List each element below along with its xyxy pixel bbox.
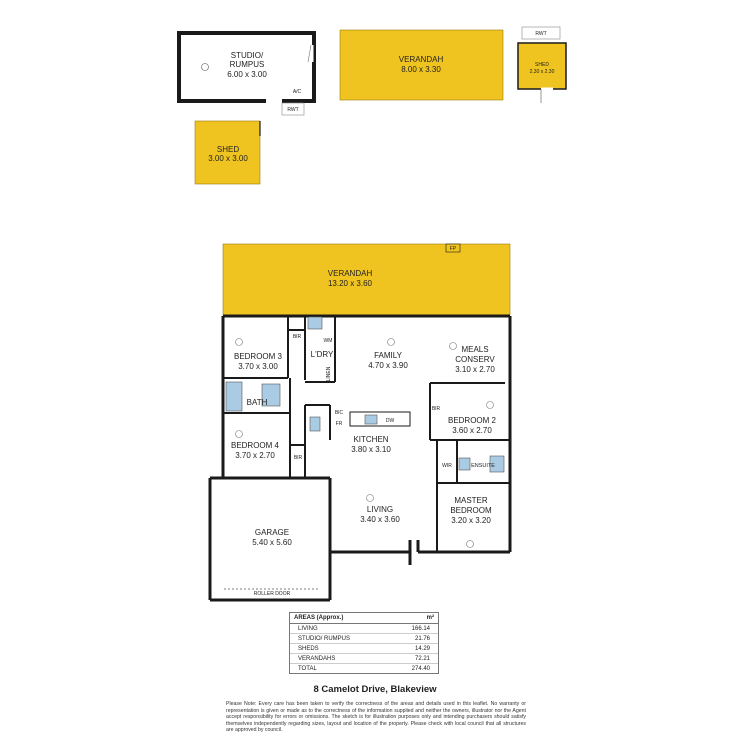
verandah-main: [223, 244, 510, 315]
fp-label: FP: [449, 246, 457, 252]
fan-icon: [236, 339, 243, 346]
verandah-main-dims: 13.20 x 3.60: [327, 279, 373, 288]
linen-label: LINEN: [326, 366, 332, 382]
wm-label: WM: [323, 338, 333, 344]
bath-label: BATH: [246, 398, 268, 407]
bic-label: BIC: [334, 410, 344, 416]
living-label: LIVING: [366, 505, 394, 514]
master-label: MASTER: [454, 496, 488, 505]
laundry-tub-icon: [308, 317, 322, 329]
areas-row: [290, 654, 438, 664]
areas-row-value: 72.21: [414, 655, 430, 662]
ensuite-toilet-icon: [459, 458, 470, 470]
areas-row-value: 166.14: [411, 625, 430, 632]
areas-row-label: VERANDAHS: [298, 655, 336, 662]
wir-label: WIR: [442, 463, 452, 469]
shed-dims: 3.00 x 3.00: [208, 154, 248, 163]
areas-table: [289, 612, 439, 674]
areas-title: AREAS (Approx.): [294, 615, 344, 621]
fan-icon: [467, 541, 474, 548]
areas-row-value: 21.76: [414, 635, 430, 642]
family-label: FAMILY: [374, 351, 402, 360]
disclaimer-text: Please Note: Every care has been taken to verify the correctness of the areas and details used in this leaflet. No warranty or representation is given or made as to the correctness of the information supplied and neither the owners, illustrator nor the Agent accept responsibility for errors or omissions. The sketch is for illustration purposes only and intending purchasers should satisfy themselves independently regarding sizes, layout and location of the property. Please check with local council that all structures are approved by council.: [226, 701, 526, 734]
rwt-label: RWT: [287, 107, 299, 113]
garage-dims: 5.40 x 5.60: [252, 538, 292, 547]
shed-small-label: SHED: [535, 62, 549, 68]
dw-label: DW: [385, 418, 395, 424]
shed-label: SHED: [216, 145, 240, 154]
areas-row-label: LIVING: [298, 625, 318, 632]
rwt-small-label: RWT: [535, 31, 547, 37]
studio-dims: 6.00 x 3.00: [227, 70, 267, 79]
bedroom3-label: BEDROOM 3: [233, 352, 283, 361]
bedroom2-label: BEDROOM 2: [447, 416, 497, 425]
toilet-icon: [310, 417, 320, 431]
areas-header: [290, 613, 438, 624]
verandah-main-label: VERANDAH: [327, 269, 373, 278]
studio-label: STUDIO/: [230, 51, 264, 60]
areas-row: [290, 664, 438, 673]
areas-rows: [290, 624, 438, 673]
master-label-2: BEDROOM: [450, 506, 492, 515]
bedroom4-dims: 3.70 x 2.70: [235, 451, 275, 460]
verandah-top-label: VERANDAH: [398, 55, 444, 64]
laundry-label: L'DRY: [310, 350, 334, 359]
property-address: 8 Camelot Drive, Blakeview: [313, 684, 437, 695]
bedroom2-dims: 3.60 x 2.70: [452, 426, 492, 435]
kitchen-label: KITCHEN: [353, 435, 389, 444]
sink-icon: [365, 415, 377, 424]
bedroom4-label: BEDROOM 4: [230, 441, 280, 450]
ac-label: A/C: [292, 89, 302, 95]
bir-bed4-label: BIR: [293, 455, 303, 461]
meals-dims: 3.10 x 2.70: [455, 365, 495, 374]
shed-small: [518, 27, 566, 103]
conserv-label: CONSERV: [455, 355, 495, 364]
garage-label: GARAGE: [254, 528, 290, 537]
living-dims: 3.40 x 3.60: [360, 515, 400, 524]
areas-row-value: 274.40: [411, 665, 430, 672]
fan-icon: [236, 431, 243, 438]
fan-icon: [388, 339, 395, 346]
fan-icon: [367, 495, 374, 502]
areas-row-label: SHEDS: [298, 645, 319, 652]
shed: [195, 121, 260, 184]
areas-row: [290, 624, 438, 634]
verandah-top: [340, 30, 503, 100]
bir-label: BIR: [292, 334, 302, 340]
areas-row-value: 14.29: [414, 645, 430, 652]
verandah-top-dims: 8.00 x 3.30: [401, 65, 441, 74]
bathtub-icon: [226, 382, 242, 411]
areas-row: [290, 634, 438, 644]
areas-row-label: STUDIO/ RUMPUS: [298, 635, 351, 642]
shed-small-dims: 2.30 x 2.30: [529, 69, 555, 75]
fan-icon: [487, 402, 494, 409]
roller-door-label: ROLLER DOOR: [253, 591, 291, 597]
kitchen-dims: 3.80 x 3.10: [351, 445, 391, 454]
studio-rumpus: [179, 33, 314, 115]
ensuite-label: ENSUITE: [471, 463, 495, 469]
family-dims: 4.70 x 3.90: [368, 361, 408, 370]
bedroom3-dims: 3.70 x 3.00: [238, 362, 278, 371]
areas-row: [290, 644, 438, 654]
bir-bed2-label: BIR: [431, 406, 441, 412]
areas-unit: m²: [426, 615, 434, 621]
fan-icon: [450, 343, 457, 350]
fr-label: FR: [335, 421, 343, 427]
meals-label: MEALS: [461, 345, 489, 354]
studio-label-2: RUMPUS: [229, 60, 265, 69]
areas-row-label: TOTAL: [298, 665, 317, 672]
master-dims: 3.20 x 3.20: [451, 516, 491, 525]
